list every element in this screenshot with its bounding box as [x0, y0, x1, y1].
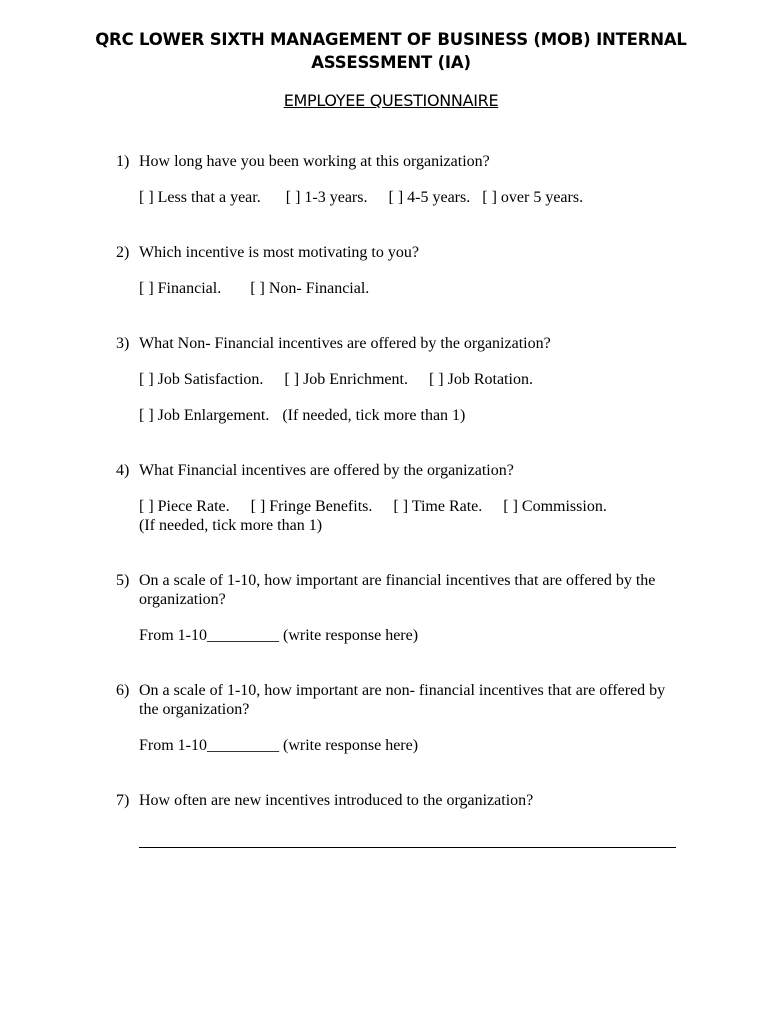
- question-text: Which incentive is most motivating to you?: [139, 244, 419, 261]
- question-2: [116, 243, 676, 298]
- question-number: 3): [116, 335, 130, 352]
- question-5: [116, 571, 676, 645]
- document-subtitle: EMPLOYEE QUESTIONNAIRE: [283, 91, 499, 110]
- response-field[interactable]: [139, 736, 676, 755]
- answer-line[interactable]: [139, 846, 676, 848]
- question-options: [139, 279, 676, 298]
- question-3: [116, 334, 676, 425]
- document-title: QRC LOWER SIXTH MANAGEMENT OF BUSINESS (MOB) INTERNAL ASSESSMENT (IA): [95, 30, 687, 72]
- checkbox-option[interactable]: [ ] Job Enrichment.: [284, 371, 408, 388]
- question-options: [139, 497, 676, 535]
- question-1: [116, 152, 676, 207]
- question-6: [116, 681, 676, 755]
- question-number: 6): [116, 682, 130, 699]
- question-note: (If needed, tick more than 1): [282, 407, 466, 424]
- checkbox-option[interactable]: [ ] Time Rate.: [393, 498, 483, 515]
- checkbox-option[interactable]: [ ] Financial.: [139, 280, 222, 297]
- question-text: What Non- Financial incentives are offered by the organization?: [139, 335, 551, 352]
- checkbox-option[interactable]: [ ] Job Rotation.: [428, 371, 533, 388]
- checkbox-option[interactable]: [ ] over 5 years.: [482, 189, 584, 206]
- question-4: [116, 461, 676, 535]
- question-text: On a scale of 1-10, how important are financial incentives that are offered by the organization?: [139, 572, 656, 608]
- checkbox-option[interactable]: [ ] Piece Rate.: [139, 498, 230, 515]
- question-note: (If needed, tick more than 1): [139, 517, 323, 534]
- checkbox-option[interactable]: [ ] Commission.: [503, 498, 607, 515]
- question-number: 4): [116, 462, 130, 479]
- checkbox-option[interactable]: [ ] Job Enlargement.: [139, 407, 270, 424]
- question-list: [116, 152, 676, 848]
- question-7: [116, 791, 676, 848]
- checkbox-option[interactable]: [ ] 4-5 years.: [388, 189, 471, 206]
- question-number: 2): [116, 244, 130, 261]
- checkbox-option[interactable]: [ ] 1-3 years.: [285, 189, 368, 206]
- question-number: 5): [116, 572, 130, 589]
- response-prompt: From 1-10_________ (write response here): [139, 737, 419, 754]
- checkbox-option[interactable]: [ ] Less that a year.: [139, 189, 261, 206]
- question-options: [139, 188, 676, 207]
- question-text: How long have you been working at this organization?: [139, 153, 490, 170]
- response-field[interactable]: [139, 626, 676, 645]
- question-text: On a scale of 1-10, how important are non- financial incentives that are offered by the organization?: [139, 682, 666, 718]
- checkbox-option[interactable]: [ ] Job Satisfaction.: [139, 371, 264, 388]
- checkbox-option[interactable]: [ ] Non- Financial.: [250, 280, 370, 297]
- checkbox-option[interactable]: [ ] Fringe Benefits.: [250, 498, 373, 515]
- question-number: 7): [116, 792, 130, 809]
- question-text: How often are new incentives introduced to the organization?: [139, 792, 534, 809]
- question-options: [139, 370, 676, 425]
- response-prompt: From 1-10_________ (write response here): [139, 627, 419, 644]
- question-number: 1): [116, 153, 130, 170]
- question-text: What Financial incentives are offered by the organization?: [139, 462, 514, 479]
